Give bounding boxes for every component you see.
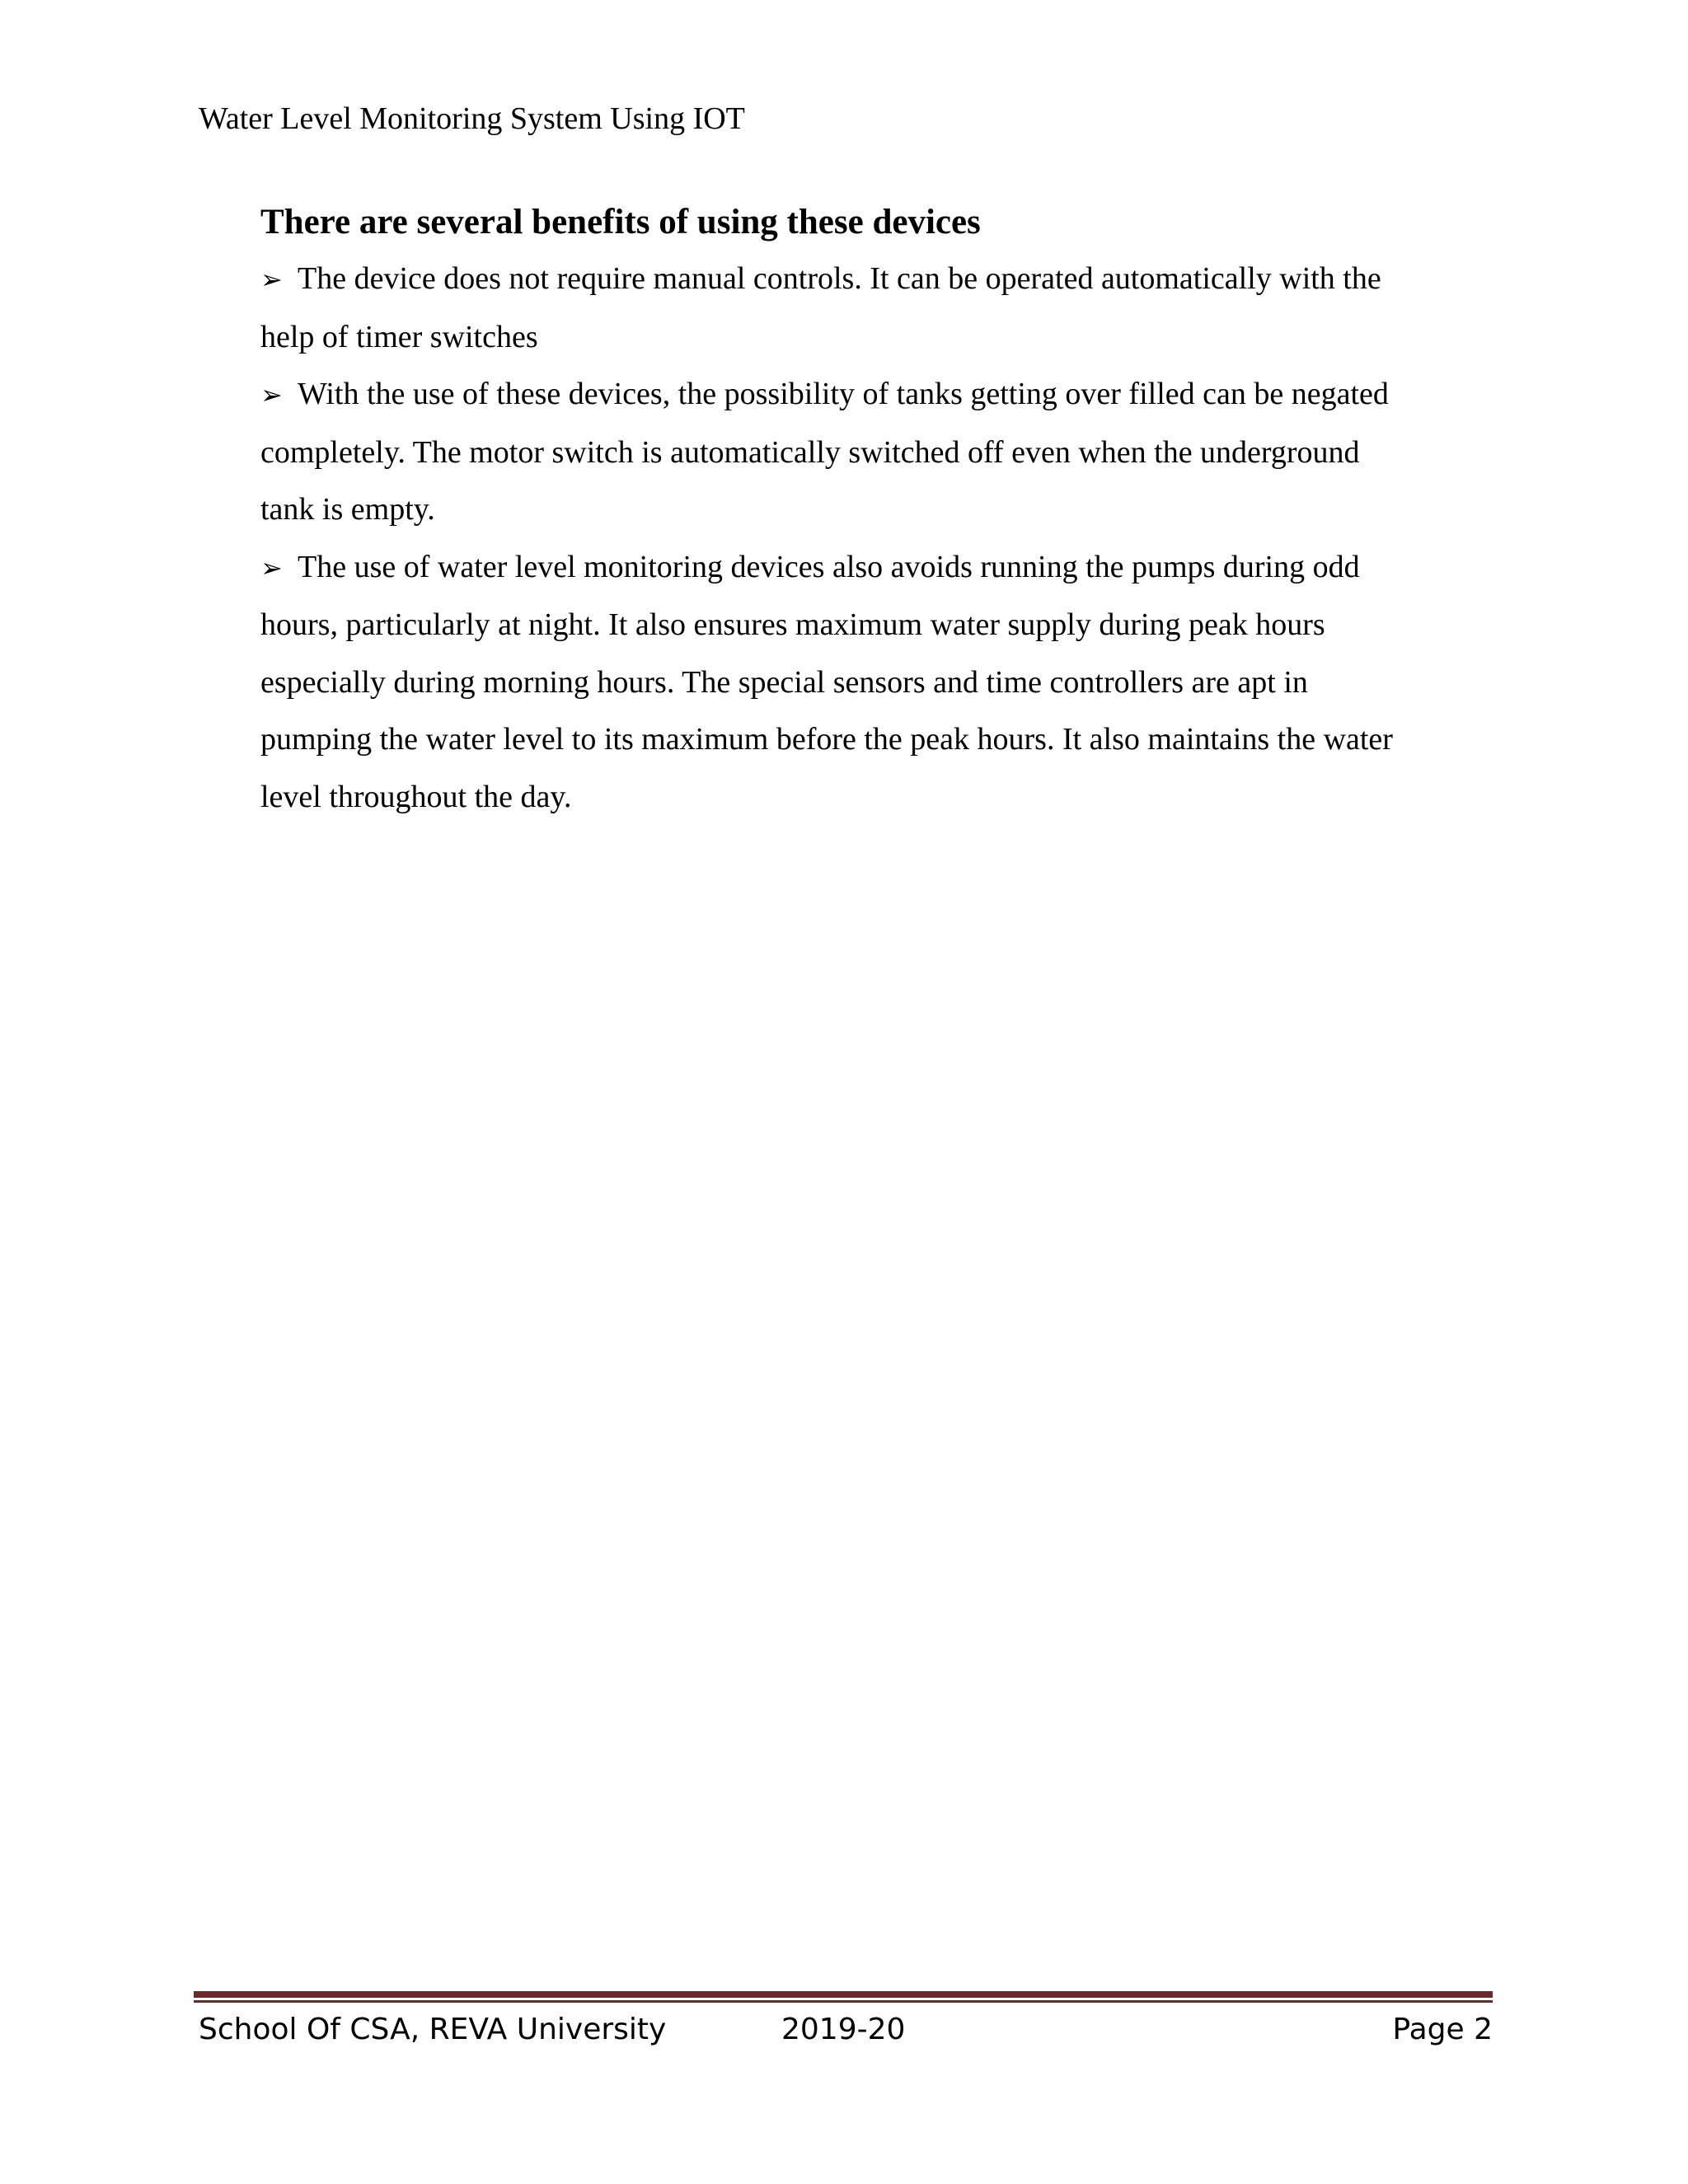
benefits-list [260,251,1480,826]
arrowhead-bullet-icon: ➢ [260,264,283,295]
list-item-line: level throughout the day. [260,779,572,814]
list-item [260,539,1480,827]
list-item-line: pumping the water level to its maximum before the peak hours. It also maintains the water [260,722,1393,757]
footer-divider-thick [194,1991,1493,1998]
arrowhead-bullet-icon: ➢ [260,379,283,410]
list-item-line: tank is empty. [260,492,435,527]
list-item-line: completely. The motor switch is automatically switched off even when the underground [260,434,1360,470]
page-footer [199,2009,1493,2050]
arrowhead-bullet-icon: ➢ [260,551,283,583]
list-item [260,366,1480,539]
page-header-title: Water Level Monitoring System Using IOT [199,101,745,136]
footer-divider [194,1991,1493,2003]
list-item-line: With the use of these devices, the possibility of tanks getting over filled can be negated [298,377,1389,411]
footer-institution: School Of CSA, REVA University [199,2013,667,2046]
list-item-line: The use of water level monitoring devices also avoids running the pumps during odd [298,549,1360,584]
list-item-line: hours, particularly at night. It also ensures maximum water supply during peak hours [260,607,1325,642]
section-heading: There are several benefits of using these devices [260,203,981,241]
list-item [260,251,1480,366]
list-item-line: especially during morning hours. The special sensors and time controllers are apt in [260,664,1308,700]
footer-year: 2019-20 [781,2013,906,2046]
main-content [260,198,1480,826]
list-item-line: help of timer switches [260,319,538,354]
list-item-line: The device does not require manual controls. It can be operated automatically with the [298,261,1381,296]
footer-page-number: Page 2 [1392,2013,1493,2046]
footer-divider-thin [194,2000,1493,2003]
